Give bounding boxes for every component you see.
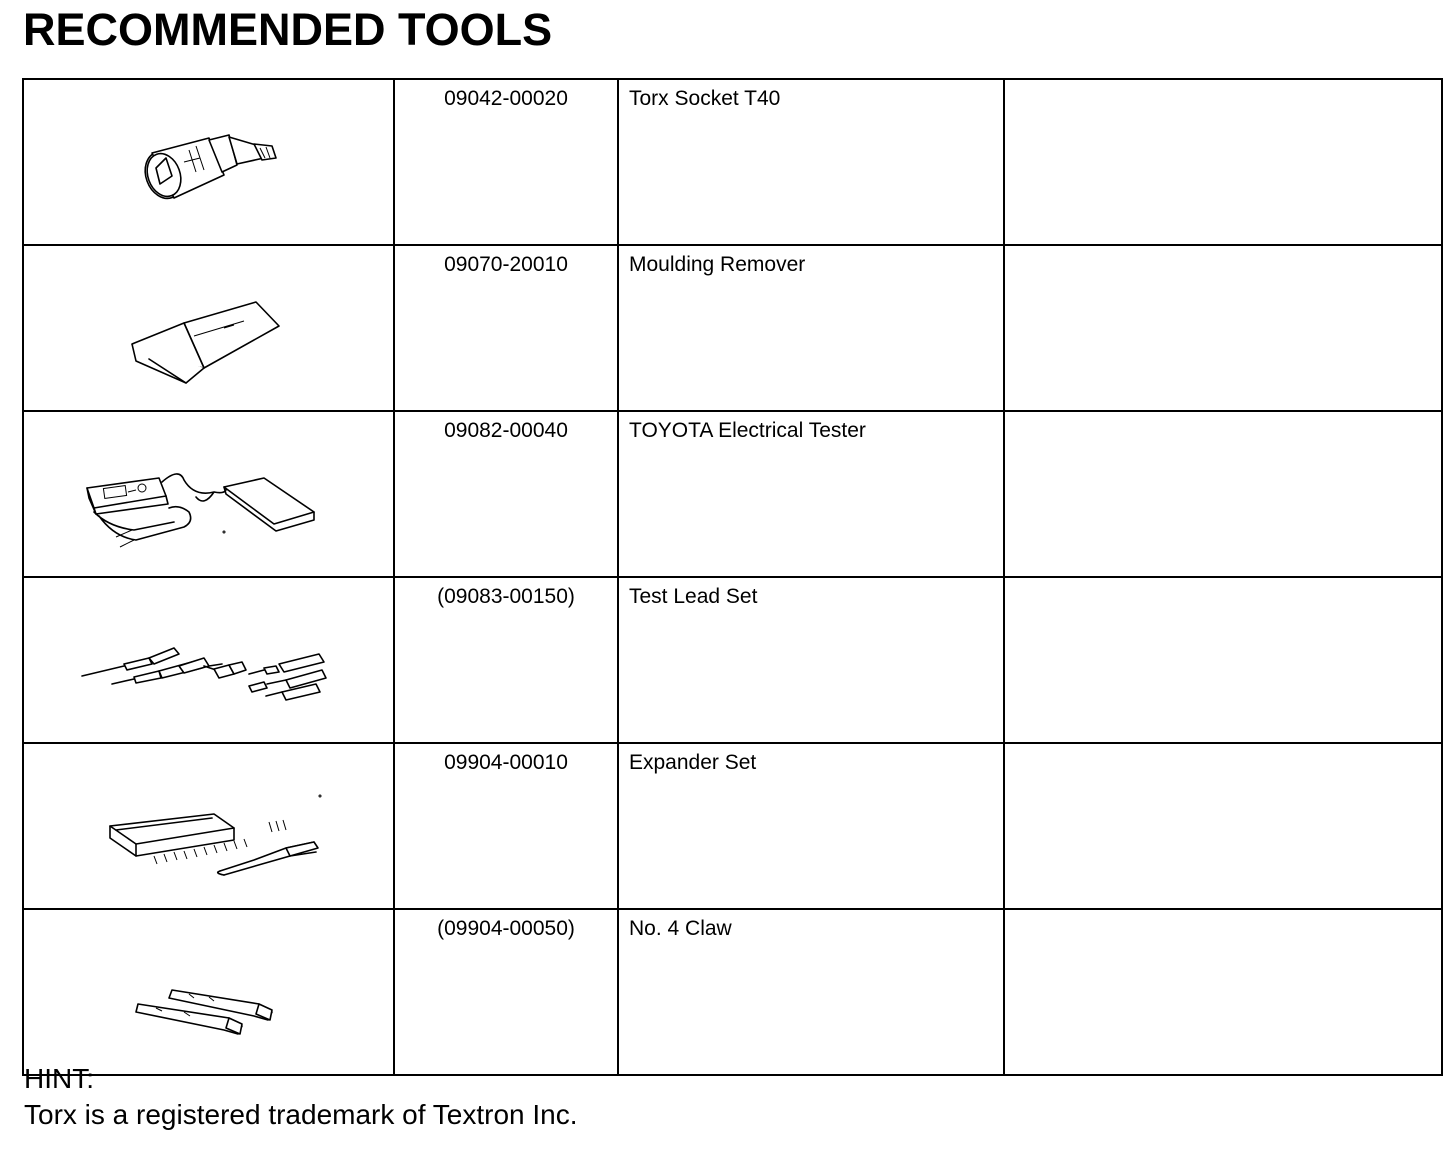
test-lead-set-icon bbox=[24, 578, 393, 735]
table-row bbox=[23, 245, 1442, 411]
tool-name: Torx Socket T40 bbox=[618, 79, 1004, 245]
tool-image-cell bbox=[23, 245, 394, 411]
tool-name: No. 4 Claw bbox=[618, 909, 1004, 1075]
table-row bbox=[23, 79, 1442, 245]
table-row bbox=[23, 909, 1442, 1075]
tool-note bbox=[1004, 411, 1442, 577]
claw-icon bbox=[24, 910, 393, 1067]
part-number: 09904-00010 bbox=[394, 743, 618, 909]
tool-note bbox=[1004, 79, 1442, 245]
page-title: RECOMMENDED TOOLS bbox=[23, 4, 553, 55]
table-row bbox=[23, 411, 1442, 577]
hint-label: HINT: bbox=[24, 1063, 94, 1094]
tool-name: Expander Set bbox=[618, 743, 1004, 909]
part-number: (09083-00150) bbox=[394, 577, 618, 743]
tool-note bbox=[1004, 577, 1442, 743]
tool-name: TOYOTA Electrical Tester bbox=[618, 411, 1004, 577]
part-number: (09904-00050) bbox=[394, 909, 618, 1075]
tool-image-cell bbox=[23, 79, 394, 245]
expander-set-icon bbox=[24, 744, 393, 901]
electrical-tester-icon bbox=[24, 412, 393, 569]
tool-image-cell bbox=[23, 411, 394, 577]
part-number: 09042-00020 bbox=[394, 79, 618, 245]
part-number: 09082-00040 bbox=[394, 411, 618, 577]
tool-note bbox=[1004, 245, 1442, 411]
tool-name: Test Lead Set bbox=[618, 577, 1004, 743]
tool-name: Moulding Remover bbox=[618, 245, 1004, 411]
tool-note bbox=[1004, 743, 1442, 909]
table-row bbox=[23, 743, 1442, 909]
moulding-remover-icon bbox=[24, 246, 393, 403]
tool-note bbox=[1004, 909, 1442, 1075]
tool-image-cell bbox=[23, 743, 394, 909]
table-row bbox=[23, 577, 1442, 743]
tool-image-cell bbox=[23, 909, 394, 1075]
part-number: 09070-20010 bbox=[394, 245, 618, 411]
hint-text: Torx is a registered trademark of Textron Inc. bbox=[24, 1099, 578, 1130]
tools-table bbox=[22, 78, 1443, 1076]
torx-socket-icon bbox=[24, 80, 393, 237]
tool-image-cell bbox=[23, 577, 394, 743]
